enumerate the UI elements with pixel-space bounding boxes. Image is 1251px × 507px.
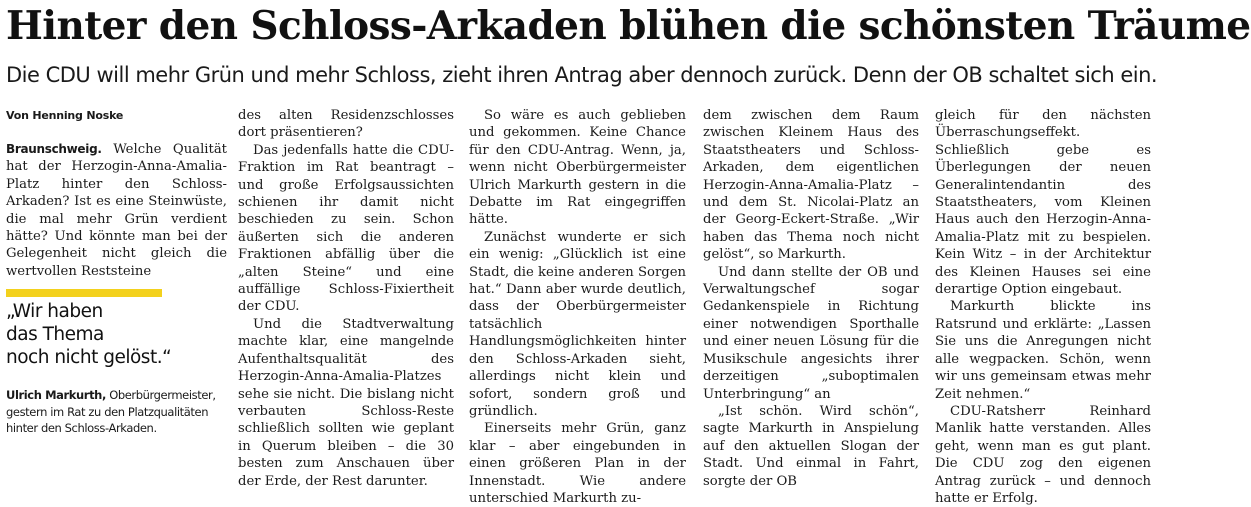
subheadline: Die CDU will mehr Grün und mehr Schloss, zieht ihren Antrag aber dennoch zurück. Denn der OB schaltet sich ein. <box>6 63 1158 87</box>
paragraph: Das jedenfalls hatte die CDU-Fraktion im Rat beantragt – und große Erfolgsaussichten schienen ihr damit nicht beschieden zu sein. Schon äußerten sich die anderen Fraktionen abfällig über die „alten Steine“ und eine auffällige Schloss-Fixiertheit der CDU. <box>238 142 454 315</box>
pull-quote <box>6 300 226 369</box>
quote-role: Oberbürgermeister, <box>105 388 216 402</box>
paragraph: CDU-Ratsherr Reinhard Manlik hatte verstanden. Alles geht, wenn man es gut plant. Die CDU zog den eigenen Antrag zurück – und dennoch hatte er Erfolg. <box>935 403 1151 506</box>
paragraph: des alten Residenzschlosses dort präsentieren? <box>238 108 454 141</box>
paragraph: Und die Stadtverwaltung machte klar, eine mangelnde Aufenthaltsqualität des Herzogin-Anna-Amalia-Platzes sehe sie nicht. Die bislang nicht verbauten Schloss-Reste schließlich sollten wie geplant in Querum bleiben – die 30 besten zum Anschauen über der Erde, der Rest darunter. <box>238 316 454 489</box>
paragraph: dem zwischen dem Raum zwischen Kleinem Haus des Staatstheaters und Schloss-Arkaden, dem eigentlichen Herzogin-Anna-Amalia-Platz – und dem St. Nicolai-Platz an der Georg-Eckert-Straße. „Wir haben das Thema noch nicht gelöst“, so Markurth. <box>703 108 919 263</box>
paragraph: So wäre es auch geblieben und gekommen. Keine Chance für den CDU-Antrag. Wenn, ja, wenn nicht Oberbürgermeister Ulrich Markurth gestern in die Debatte im Rat eingegriffen hätte. <box>469 108 686 228</box>
article-column-2 <box>238 107 454 489</box>
pull-quote-line: noch nicht gelöst.“ <box>6 347 172 368</box>
paragraph: gleich für den nächsten Überraschungseffekt. Schließlich gebe es Überlegungen der neuen Generalintendantin des Staatstheaters, vom Kleinen Haus auch den Herzogin-Anna-Amalia-Platz mit zu bespielen. Kein Witz – in der Architektur des Kleinen Hauses sei eine derartige Option eingebaut. <box>935 108 1151 298</box>
paragraph: Und dann stellte der OB und Verwaltungschef sogar Gedankenspiele in Richtung einer notwendigen Sporthalle und einer neuen Lösung für die Musikschule angesichts ihrer derzeitigen „suboptimalen Unterbringung“ an <box>703 264 919 402</box>
headline: Hinter den Schloss-Arkaden blühen die schönsten Träume <box>6 3 1251 49</box>
quote-accent-bar <box>6 289 162 297</box>
paragraph: Einerseits mehr Grün, ganz klar – aber eingebunden in einen größeren Plan in der Innenstadt. Wie andere unterschied Markurth zu- <box>469 421 686 506</box>
paragraph: Zunächst wunderte er sich ein wenig: „Glücklich ist eine Stadt, die keine anderen Sorgen hat.“ Dann aber wurde deutlich, dass der Oberbürgermeister tatsächlich Handlungsmöglichkeiten hinter den Schloss-Arkaden sieht, allerdings nicht klein und sofort, sondern groß und gründlich. <box>469 229 686 419</box>
article-column-3 <box>469 107 686 506</box>
paragraph: Markurth blickte ins Ratsrund und erklärte: „Lassen Sie uns die Anregungen nicht alle wegpacken. Schön, wenn wir uns gemeinsam etwas mehr Zeit nehmen.“ <box>935 299 1151 402</box>
article-column-5 <box>935 107 1151 506</box>
paragraph: „Ist schön. Wird schön“, sagte Markurth in Anspielung auf den aktuellen Slogan der Stadt. Und einmal in Fahrt, sorgte der OB <box>703 403 919 489</box>
pull-quote-attribution <box>6 387 230 437</box>
dateline: Braunschweig. <box>6 142 102 156</box>
author-byline: Von Henning Noske <box>6 109 124 122</box>
quote-role: hinter den Schloss-Arkaden. <box>6 421 157 435</box>
pull-quote-line: das Thema <box>6 324 104 345</box>
quote-role: gestern im Rat zu den Platzqualitäten <box>6 404 209 419</box>
pull-quote-line: „Wir haben <box>6 301 103 322</box>
paragraph-text: Welche Qualität hat der Herzogin-Anna-Amalia-Platz hinter den Schloss-Arkaden? Ist es eine Steinwüste, die mal mehr Grün verdient hätte? Und könnte man bei der Gelegenheit nicht gleich die wertvollen Reststeine <box>6 142 227 279</box>
quote-speaker: Ulrich Markurth, <box>6 388 106 402</box>
article-column-4 <box>703 107 919 489</box>
paragraph <box>6 141 227 280</box>
